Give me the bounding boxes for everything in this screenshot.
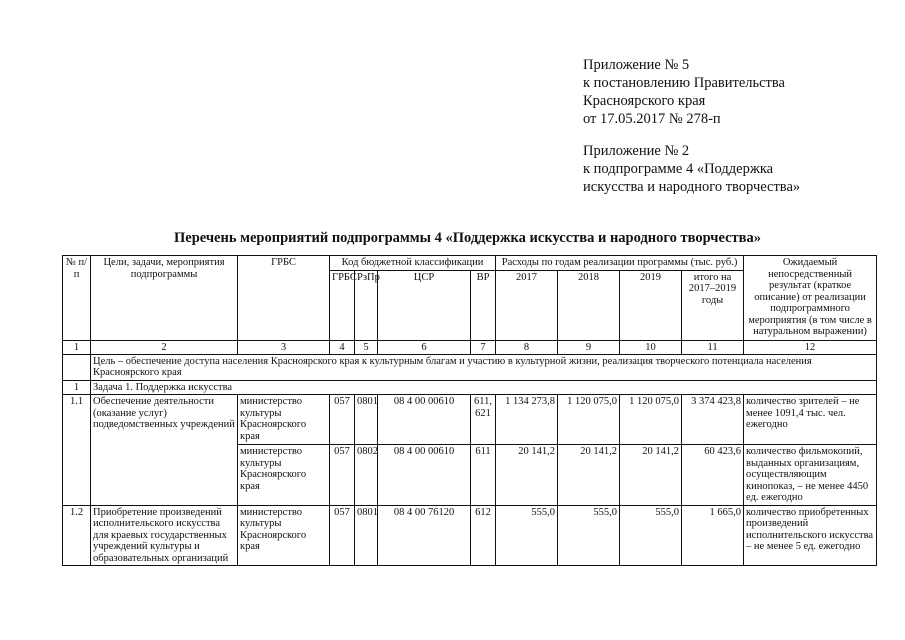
row-rzpr: 0801 bbox=[355, 505, 378, 566]
row-name: Обеспечение деятельности (оказание услуг) подведомственных учреждений bbox=[91, 395, 238, 506]
header-sub-grbs: ГРБС bbox=[330, 270, 355, 340]
row-2018: 555,0 bbox=[558, 505, 620, 566]
measures-table bbox=[62, 255, 877, 566]
header-sub-rzpr: РзПр bbox=[355, 270, 378, 340]
appendix-2-line-3: искусства и народного творчества» bbox=[583, 179, 801, 195]
col-number: 5 bbox=[355, 340, 378, 354]
row-grbs-name: министерство культуры Красноярского края bbox=[238, 505, 330, 566]
col-number: 2 bbox=[91, 340, 238, 354]
row-2018: 20 141,2 bbox=[558, 445, 620, 506]
appendix-2-block bbox=[583, 142, 800, 196]
appendix-2-line-1: Приложение № 2 bbox=[583, 143, 690, 159]
row-grbs: 057 bbox=[330, 395, 355, 445]
goal-num-cell bbox=[63, 354, 91, 380]
row-2019: 1 120 075,0 bbox=[620, 395, 682, 445]
row-num: 1.1 bbox=[63, 395, 91, 506]
document-title: Перечень мероприятий подпрограммы 4 «Поддержка искусства и народного творчества» bbox=[174, 230, 761, 246]
goal-row bbox=[63, 354, 877, 380]
row-csr: 08 4 00 00610 bbox=[378, 395, 471, 445]
col-number: 4 bbox=[330, 340, 355, 354]
col-number: 10 bbox=[620, 340, 682, 354]
header-sub-csr: ЦСР bbox=[378, 270, 471, 340]
row-result: количество фильмокопий, выданных организациям, осуществляющим кинопоказ, – не менее 4450 ед. ежегодно bbox=[744, 445, 877, 506]
row-total: 60 423,6 bbox=[682, 445, 744, 506]
appendix-2-line-2: к подпрограмме 4 «Поддержка bbox=[583, 161, 774, 177]
header-row-1 bbox=[63, 256, 877, 271]
row-name: Приобретение произведений исполнительского искусства для краевых государственных учреждений культуры и образовательных организаций bbox=[91, 505, 238, 566]
header-expenses: Расходы по годам реализации программы (тыс. руб.) bbox=[496, 256, 744, 271]
row-vr: 611 bbox=[471, 445, 496, 506]
row-grbs-name: министерство культуры Красноярского края bbox=[238, 445, 330, 506]
row-vr: 612 bbox=[471, 505, 496, 566]
col-number: 3 bbox=[238, 340, 330, 354]
col-number: 6 bbox=[378, 340, 471, 354]
row-rzpr: 0801 bbox=[355, 395, 378, 445]
row-2017: 1 134 273,8 bbox=[496, 395, 558, 445]
header-sub-vr: ВР bbox=[471, 270, 496, 340]
col-number: 11 bbox=[682, 340, 744, 354]
task-num: 1 bbox=[63, 380, 91, 395]
col-number: 9 bbox=[558, 340, 620, 354]
row-grbs-name: министерство культуры Красноярского края bbox=[238, 395, 330, 445]
appendix-5-line-1: Приложение № 5 bbox=[583, 57, 690, 73]
header-year-2017: 2017 bbox=[496, 270, 558, 340]
header-num: № п/п bbox=[63, 256, 91, 341]
header-year-2018: 2018 bbox=[558, 270, 620, 340]
task-text: Задача 1. Поддержка искусства bbox=[91, 380, 877, 395]
row-total: 1 665,0 bbox=[682, 505, 744, 566]
appendix-5-block bbox=[583, 56, 785, 128]
row-2019: 20 141,2 bbox=[620, 445, 682, 506]
row-2017: 20 141,2 bbox=[496, 445, 558, 506]
row-vr: 611, 621 bbox=[471, 395, 496, 445]
appendix-5-line-2: к постановлению Правительства bbox=[583, 75, 785, 91]
header-grbs: ГРБС bbox=[238, 256, 330, 341]
row-csr: 08 4 00 76120 bbox=[378, 505, 471, 566]
row-2018: 1 120 075,0 bbox=[558, 395, 620, 445]
col-number: 1 bbox=[63, 340, 91, 354]
col-number: 12 bbox=[744, 340, 877, 354]
row-rzpr: 0802 bbox=[355, 445, 378, 506]
table-row bbox=[63, 395, 877, 445]
header-result: Ожидаемый непосредственный результат (краткое описание) от реализации подпрограммного мероприятия (в том числе в натуральном выражении) bbox=[744, 256, 877, 341]
col-number: 7 bbox=[471, 340, 496, 354]
header-goals: Цели, задачи, мероприятия подпрограммы bbox=[91, 256, 238, 341]
row-result: количество зрителей – не менее 1091,4 тыс. чел. ежегодно bbox=[744, 395, 877, 445]
row-2019: 555,0 bbox=[620, 505, 682, 566]
goal-text: Цель – обеспечение доступа населения Красноярского края к культурным благам и участию в культурной жизни, реализация творческого потенциала населения Красноярского края bbox=[91, 354, 877, 380]
row-2017: 555,0 bbox=[496, 505, 558, 566]
col-number: 8 bbox=[496, 340, 558, 354]
row-num: 1.2 bbox=[63, 505, 91, 566]
header-total: итого на 2017–2019 годы bbox=[682, 270, 744, 340]
row-grbs: 057 bbox=[330, 505, 355, 566]
header-year-2019: 2019 bbox=[620, 270, 682, 340]
row-csr: 08 4 00 00610 bbox=[378, 445, 471, 506]
header-budget-code: Код бюджетной классификации bbox=[330, 256, 496, 271]
appendix-5-line-4: от 17.05.2017 № 278-п bbox=[583, 111, 721, 127]
task-row bbox=[63, 380, 877, 395]
table-row bbox=[63, 505, 877, 566]
column-numbers-row bbox=[63, 340, 877, 354]
row-total: 3 374 423,8 bbox=[682, 395, 744, 445]
row-result: количество приобретенных произведений исполнительского искусства – не менее 5 ед. ежегодно bbox=[744, 505, 877, 566]
appendix-5-line-3: Красноярского края bbox=[583, 93, 706, 109]
row-grbs: 057 bbox=[330, 445, 355, 506]
